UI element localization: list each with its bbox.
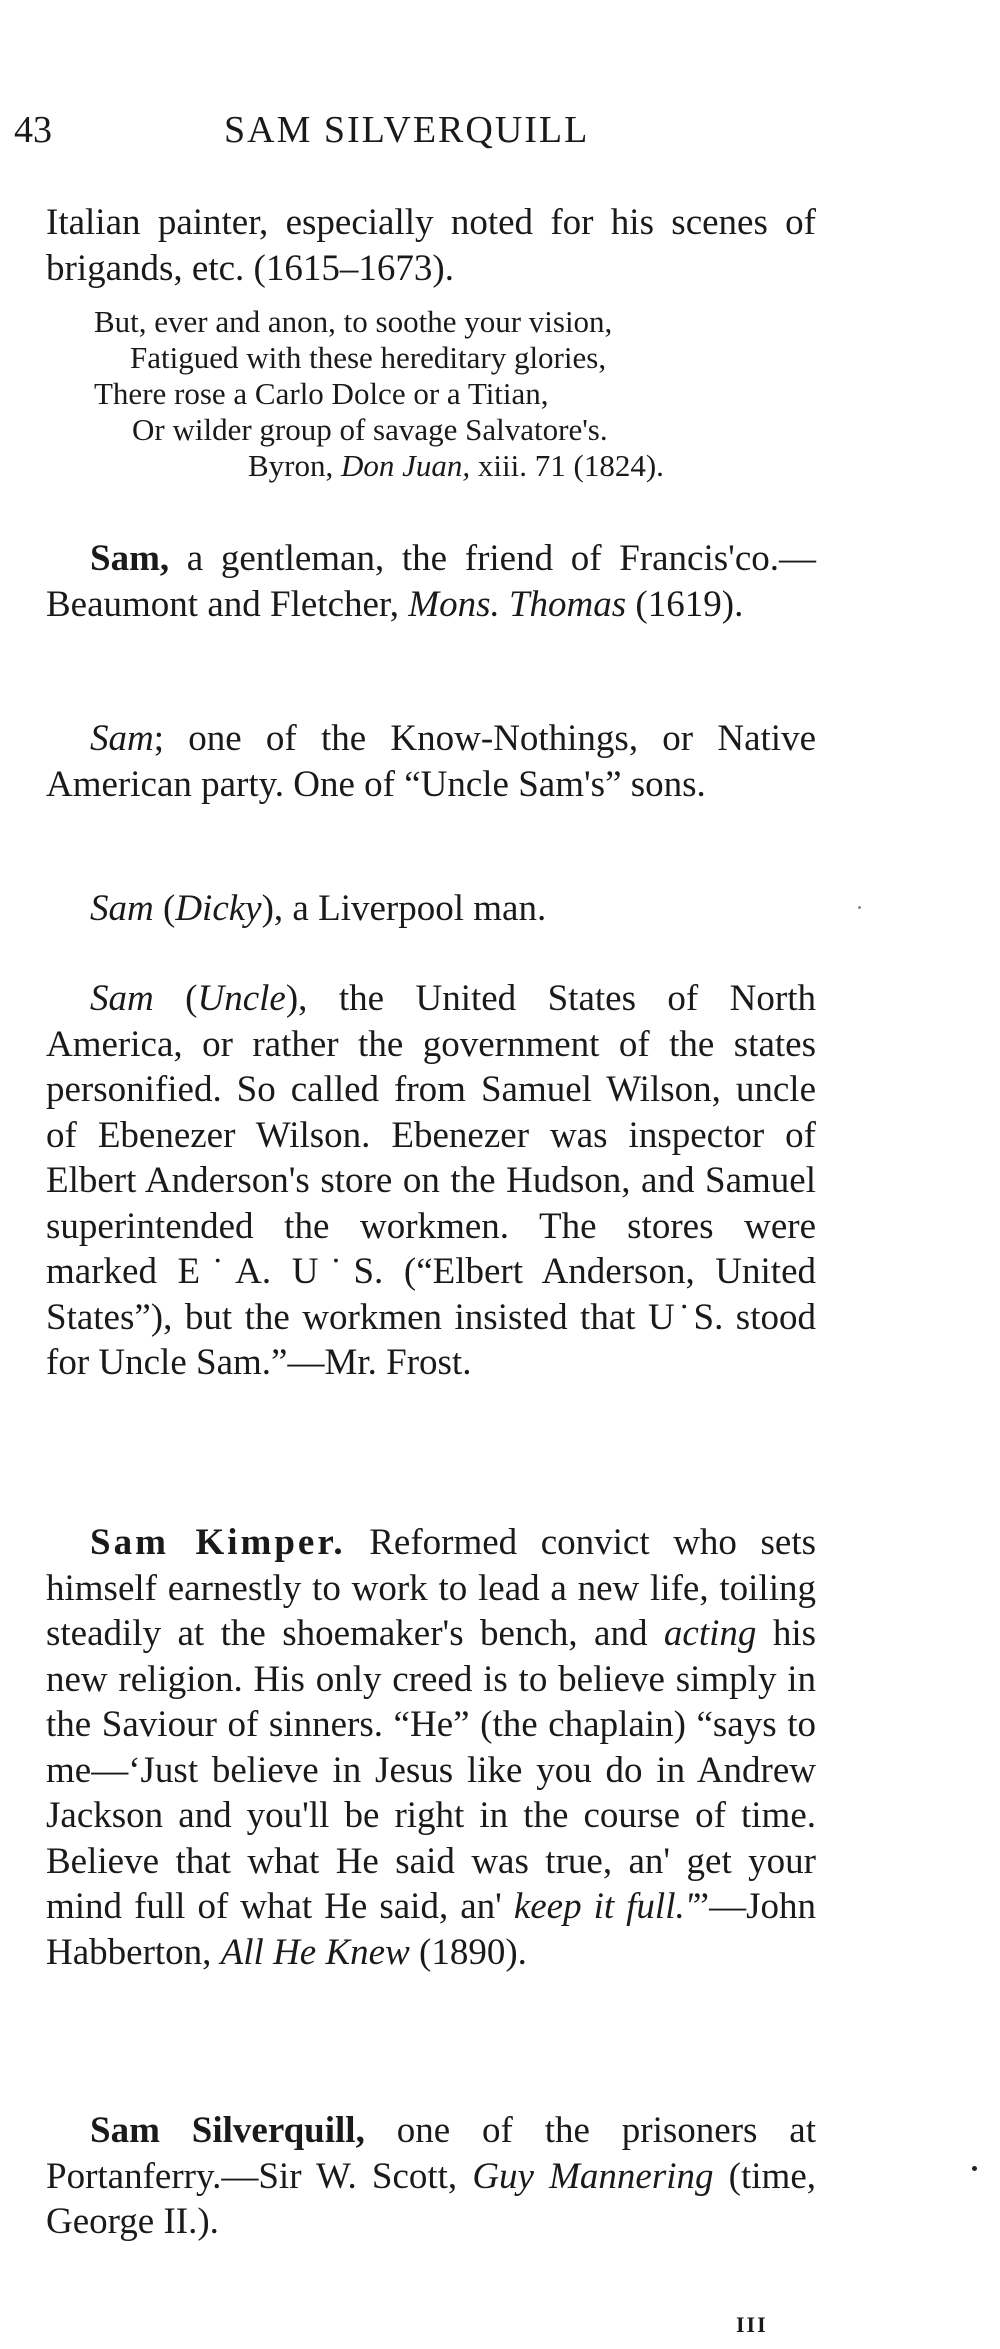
poem-quotation (94, 304, 794, 484)
entry-text: his new religion. His only creed is to believe simply in the Saviour of sinners. “He” (the chaplain) “says to me—‘Just believe in Jesus like you do in Andrew Jackson and you'll be right in the course of time. Believe that what He said was true, an' get your mind full of what He said, an' (46, 1613, 816, 1927)
ink-speck (972, 2166, 977, 2171)
entry-text: , the United States of North America, or rather the government of the states personified. So called from Samuel Wilson, uncle of Ebenezer Wilson. Ebenezer was inspector of Elbert Anderson's store on the Hudson, and Samuel superintended the workmen. The stores were marked E˙A. U˙S. (“Elbert Anderson, United States”), but the workmen insisted that U˙S. stood for Uncle Sam.”—Mr. Frost. (46, 978, 816, 1383)
continuation-text: Italian painter, especially noted for his scenes of brigands, etc. (1615–1673). (46, 202, 816, 289)
entry-headword: Sam, (90, 538, 170, 579)
continuation-paragraph (46, 200, 816, 291)
entry-text: a gentleman, the friend of Francis'co.—Beaumont and Fletcher, (46, 538, 816, 625)
entry-sam-gentleman (46, 536, 816, 627)
entry-headword: Sam (90, 888, 154, 929)
poem-line: But, ever and anon, to soothe your vision, (94, 304, 613, 339)
entry-title: Mons. Thomas (408, 583, 627, 625)
entry-text: ; one of the Know-Nothings, or Native American party. One of “Uncle Sam's” sons. (46, 718, 816, 805)
entry-title: All He Knew (220, 1931, 410, 1973)
citation-title: Don Juan, (341, 448, 471, 483)
poem-line: Fatigued with these hereditary glories, (130, 340, 607, 375)
entry-title: Guy Mannering (472, 2155, 714, 2197)
page-number: 43 (14, 109, 52, 151)
entry-text: one of the prisoners at Portanferry.—Sir W. Scott, (46, 2110, 816, 2197)
entry-paren-name: Uncle (197, 978, 286, 1019)
entry-text: (time, George II.). (46, 2155, 816, 2242)
entry-emphasis: acting (663, 1613, 757, 1654)
entry-headword: Sam Silverquill, (90, 2110, 365, 2151)
entry-uncle-sam: Sam (Uncle), the United States of North America, or rather the government of the states personified. So called from Samuel Wilson, uncle of Ebenezer Wilson. Ebenezer was inspector of Elbert Anderson's store on the Hudson, and Samuel superintended the workmen. The stores were marked E˙A. U˙S. (“Elbert Anderson, United States”), but the workmen insisted that U˙S. stood for Uncle Sam.”—Mr. Frost. (46, 978, 816, 1383)
entry-sam-kimper (46, 1520, 816, 1975)
entry-headword: Sam (90, 718, 154, 759)
entry-text: , a Liverpool man. (273, 888, 547, 929)
poem-citation (94, 448, 794, 484)
poem-line: Or wilder group of savage Salvatore's. (132, 412, 608, 447)
page-header (14, 108, 834, 168)
entry-headword: Sam Kimper. (90, 1522, 346, 1563)
ink-speck (858, 906, 861, 909)
entry-sam-dicky: Sam (Dicky), a Liverpool man. (90, 888, 547, 929)
entry-text: ”—John Habberton, (46, 1886, 816, 1973)
entry-text: (1619). (626, 583, 744, 625)
entry-emphasis: keep it full.' (513, 1886, 693, 1927)
poem-line: There rose a Carlo Dolce or a Titian, (94, 376, 549, 411)
citation-rest: xiii. 71 (1824). (477, 448, 664, 483)
printer-signature-mark: III (736, 2312, 768, 2337)
citation-author: Byron, (248, 448, 334, 483)
entry-headword: Sam (90, 978, 154, 1019)
entry-sam-silverquill (46, 2108, 816, 2245)
entry-text: Reformed convict who sets himself earnestly to work to lead a new life, toiling steadily at the shoemaker's bench, and (46, 1522, 816, 1654)
entry-paren-name: Dicky (175, 888, 262, 929)
running-head: SAM SILVERQUILL (224, 109, 590, 151)
entry-sam-know-nothings (46, 716, 816, 807)
entry-text: (1890). (409, 1931, 527, 1973)
